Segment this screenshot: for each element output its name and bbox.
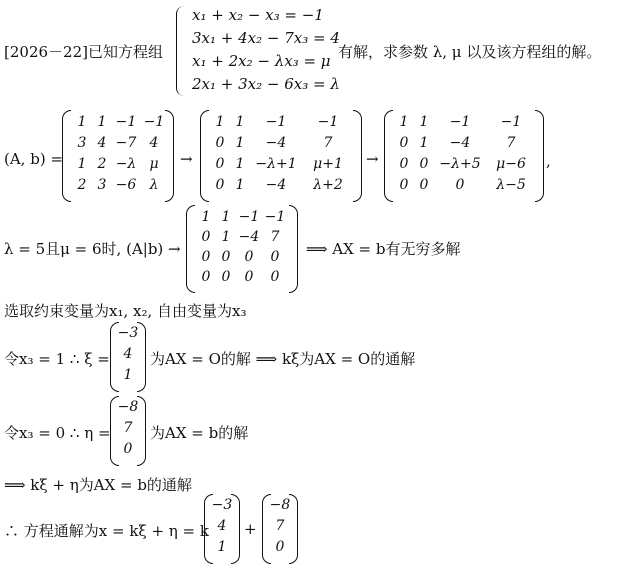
matrix-cell: −4 xyxy=(238,229,260,245)
matrix-cell: −1 xyxy=(317,114,339,130)
bracket-left xyxy=(200,110,209,202)
arrow-2: → xyxy=(366,150,379,168)
vector-entry: 7 xyxy=(123,420,133,436)
case-condition: λ = 5且μ = 6时, (A|b) → xyxy=(4,240,181,258)
eta-prefix: 令x₃ = 0 ∴ η = xyxy=(4,424,111,442)
matrix-cell: −1 xyxy=(500,114,522,130)
matrix-cell: −4 xyxy=(449,135,471,151)
matrix-cell: 0 xyxy=(215,135,225,151)
matrix-cell: 0 xyxy=(201,249,211,265)
matrix-cell: 1 xyxy=(235,135,245,151)
variable-choice: 选取约束变量为x₁, x₂, 自由变量为x₃ xyxy=(4,302,247,320)
system-brace xyxy=(176,6,185,96)
problem-suffix: 有解，求参数 λ, μ 以及该方程组的解。 xyxy=(338,43,602,61)
matrix-cell: 0 xyxy=(270,269,280,285)
arrow-1: → xyxy=(180,150,193,168)
matrix-cell: 0 xyxy=(201,229,211,245)
matrix-cell: 4 xyxy=(149,135,159,151)
matrix-2 xyxy=(200,110,362,202)
bracket-left xyxy=(186,205,195,293)
matrix-cell: −1 xyxy=(265,114,287,130)
matrix-cell: −1 xyxy=(143,114,165,130)
matrix-cell: 1 xyxy=(215,114,225,130)
matrix-cell: 0 xyxy=(201,269,211,285)
matrix-cell: 1 xyxy=(399,114,409,130)
final-vector-1 xyxy=(204,494,240,564)
matrix-cell: 3 xyxy=(77,135,87,151)
matrix-cell: 0 xyxy=(215,177,225,193)
matrix-cell: −λ xyxy=(115,156,137,172)
vector-entry: 0 xyxy=(123,441,133,457)
matrix-cell: −λ+1 xyxy=(255,156,297,172)
matrix-cell: 0 xyxy=(244,269,254,285)
matrix-cell: 0 xyxy=(399,135,409,151)
matrix-1 xyxy=(62,110,174,202)
problem-tag: [2026－22] xyxy=(4,43,88,61)
final-vector-2 xyxy=(262,494,298,564)
matrix-cell: λ−5 xyxy=(496,177,526,193)
bracket-right xyxy=(535,110,544,202)
matrix-cell: 0 xyxy=(399,177,409,193)
matrix-cell: 7 xyxy=(270,229,280,245)
vector-entry: 1 xyxy=(123,367,133,383)
matrix-cell: λ+2 xyxy=(313,177,343,193)
bracket-left xyxy=(62,110,71,202)
matrix-cell: 1 xyxy=(235,156,245,172)
equation-1: x₁ + x₂ − x₃ = −1 xyxy=(192,6,324,24)
matrix-cell: −6 xyxy=(115,177,137,193)
matrix-cell: 1 xyxy=(235,114,245,130)
matrix-cell: μ−6 xyxy=(496,156,526,172)
matrix-cell: 7 xyxy=(323,135,333,151)
equation-3: x₁ + 2x₂ − λx₃ = μ xyxy=(192,52,331,70)
bracket-right xyxy=(289,205,298,293)
matrix-cell: −1 xyxy=(449,114,471,130)
problem-prefix: 已知方程组 xyxy=(88,43,164,61)
equation-4: 2x₁ + 3x₂ − 6x₃ = λ xyxy=(192,75,340,93)
matrix-cell: −1 xyxy=(264,209,286,225)
matrix-cell: 0 xyxy=(244,249,254,265)
xi-vector xyxy=(110,322,146,392)
bracket-left xyxy=(384,110,393,202)
vector-entry: 7 xyxy=(275,518,285,534)
eta-vector xyxy=(110,396,146,466)
matrix-cell: 1 xyxy=(419,135,429,151)
matrix-cell: 0 xyxy=(419,156,429,172)
matrix-cell: 0 xyxy=(419,177,429,193)
matrix-cell: −1 xyxy=(115,114,137,130)
case-conclusion: ⟹ AX = b有无穷多解 xyxy=(306,240,461,258)
matrix-cell: 1 xyxy=(201,209,211,225)
matrix-cell: −4 xyxy=(265,135,287,151)
matrix-cell: 0 xyxy=(455,177,465,193)
matrix-cell: 1 xyxy=(77,156,87,172)
matrix-cell: 1 xyxy=(419,114,429,130)
vector-entry: 4 xyxy=(217,518,227,534)
matrix-cell: 1 xyxy=(97,114,107,130)
matrix-cell: 0 xyxy=(221,269,231,285)
matrix-3 xyxy=(384,110,544,202)
matrix-cell: 1 xyxy=(221,209,231,225)
vector-entry: 1 xyxy=(217,539,227,555)
matrix-cell: 0 xyxy=(221,249,231,265)
eta-postfix: 为AX = b的解 xyxy=(150,424,249,442)
matrix-cell: −7 xyxy=(115,135,137,151)
general-solution-line: ⟹ kξ + η为AX = b的通解 xyxy=(4,476,192,494)
matrix-cell: λ xyxy=(149,177,159,193)
matrix-cell: 7 xyxy=(506,135,516,151)
matrix-cell: 0 xyxy=(215,156,225,172)
matrix-cell: 1 xyxy=(235,177,245,193)
vector-entry: −8 xyxy=(269,497,291,513)
matrix-cell: 2 xyxy=(77,177,87,193)
vector-entry: 0 xyxy=(275,539,285,555)
final-plus: + xyxy=(244,520,257,538)
matrix-cell: 3 xyxy=(97,177,107,193)
matrix-cell: 2 xyxy=(97,156,107,172)
matrix-cell: 1 xyxy=(77,114,87,130)
matrix-cell: −4 xyxy=(265,177,287,193)
matrix-4 xyxy=(186,205,298,293)
xi-postfix: 为AX = O的解 ⟹ kξ为AX = O的通解 xyxy=(150,350,416,368)
bracket-right xyxy=(353,110,362,202)
augmented-label: (A, b) = xyxy=(4,150,64,168)
xi-prefix: 令x₃ = 1 ∴ ξ = xyxy=(4,350,110,368)
vector-entry: −8 xyxy=(117,399,139,415)
vector-entry: −3 xyxy=(117,325,139,341)
matrix-cell: −λ+5 xyxy=(439,156,481,172)
matrix-cell: 4 xyxy=(97,135,107,151)
matrix-cell: −1 xyxy=(238,209,260,225)
final-prefix: ∴ 方程通解为x = kξ + η = k xyxy=(4,522,209,540)
vector-entry: −3 xyxy=(211,497,233,513)
trailing-comma: , xyxy=(546,152,551,170)
vector-entry: 4 xyxy=(123,346,133,362)
matrix-cell: μ+1 xyxy=(313,156,343,172)
matrix-cell: μ xyxy=(149,156,159,172)
equation-2: 3x₁ + 4x₂ − 7x₃ = 4 xyxy=(192,29,340,47)
matrix-cell: 0 xyxy=(270,249,280,265)
matrix-cell: 0 xyxy=(399,156,409,172)
matrix-cell: 1 xyxy=(221,229,231,245)
